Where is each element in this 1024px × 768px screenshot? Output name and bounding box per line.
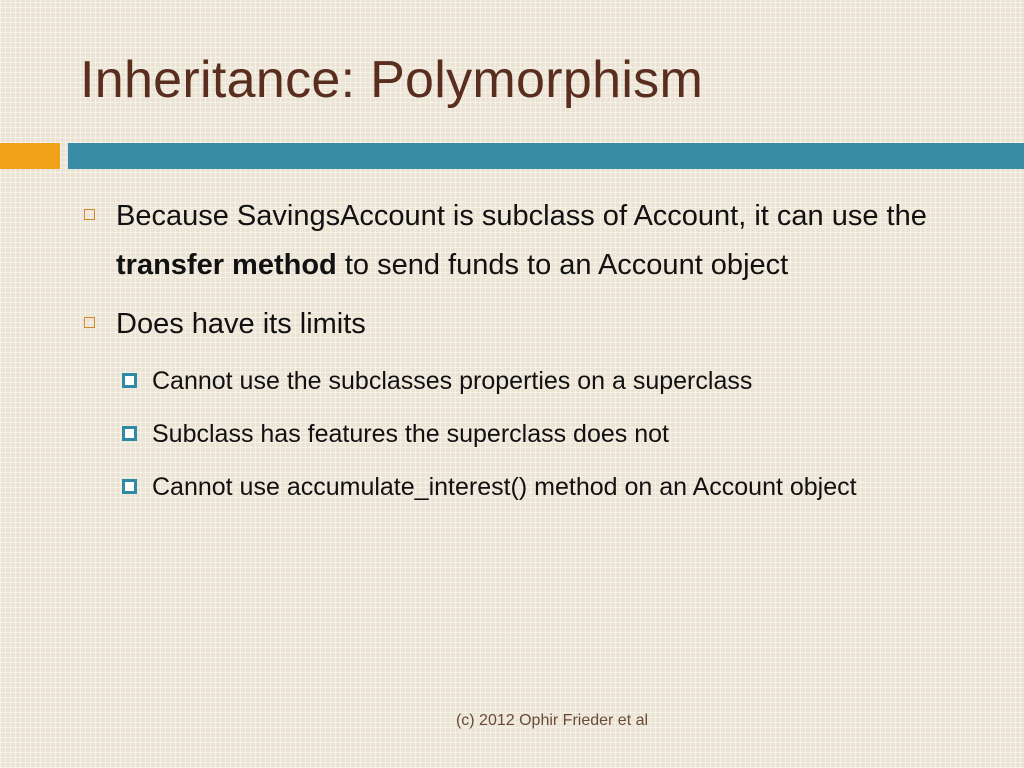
sub-bullet-text: Subclass has features the superclass does not — [152, 420, 669, 448]
sub-bullet-item — [122, 465, 964, 510]
sub-bullet-item — [122, 359, 964, 404]
bullet-text: to send funds to an Account object — [336, 249, 789, 281]
bullet-bold-text: transfer method — [116, 249, 337, 281]
bullet-item — [84, 300, 964, 349]
hollow-square-bullet-icon — [84, 317, 95, 328]
sub-bullet-text: Cannot use the subclasses properties on a superclass — [152, 367, 753, 395]
slide-footer: (c) 2012 Ophir Frieder et al — [455, 712, 649, 729]
bullet-item — [84, 192, 964, 290]
square-bullet-icon — [122, 426, 137, 441]
slide-content — [84, 192, 964, 518]
accent-bar-orange — [0, 143, 60, 169]
sub-bullet-item — [122, 412, 964, 457]
hollow-square-bullet-icon — [84, 209, 95, 220]
sub-bullet-text: Cannot use accumulate_interest() method on an Account object — [152, 473, 857, 501]
square-bullet-icon — [122, 373, 137, 388]
slide-title: Inheritance: Polymorphism — [80, 51, 704, 109]
bullet-text: Does have its limits — [116, 308, 366, 340]
accent-bar-teal — [68, 143, 1024, 169]
sub-bullet-list — [122, 359, 964, 510]
square-bullet-icon — [122, 479, 137, 494]
bullet-text: Because SavingsAccount is subclass of Account, it can use the — [116, 200, 927, 232]
